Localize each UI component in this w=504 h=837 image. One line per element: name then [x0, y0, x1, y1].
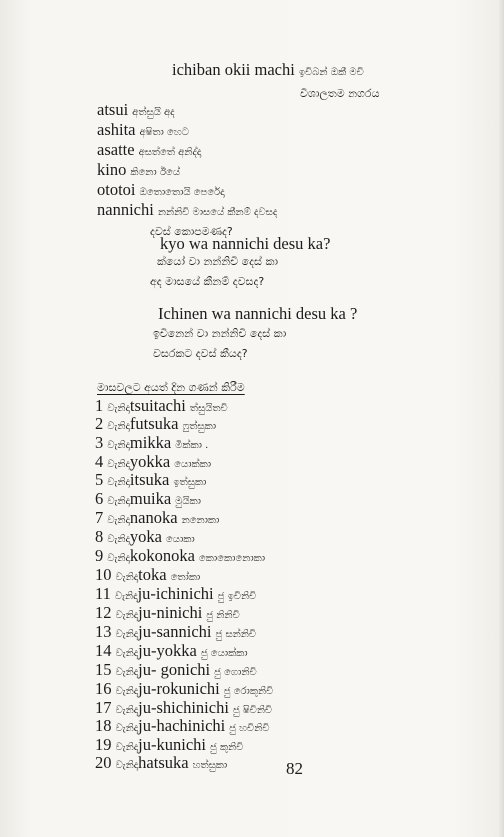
day-sinhala: මික්කා .: [175, 440, 209, 451]
page-number: 82: [286, 759, 303, 778]
day-suffix-sinhala: වැනිදා: [107, 440, 130, 451]
day-suffix-sinhala: වැනිදා: [107, 459, 130, 470]
day-number: 19: [95, 735, 112, 754]
day-number: 14: [95, 641, 112, 660]
day-number: 8: [95, 527, 104, 546]
day-suffix-sinhala: වැනිදා: [115, 572, 139, 583]
day-sinhala: ජු ඉචිනිචි: [217, 591, 257, 602]
page-edge-shadow: [498, 0, 504, 837]
day-japanese: ju-ninichi: [138, 603, 203, 622]
day-japanese: mikka: [129, 433, 172, 452]
list-item: [95, 681, 273, 698]
vocab-item: [97, 102, 175, 119]
day-japanese: tsuitachi: [129, 396, 186, 415]
day-suffix-sinhala: වැනිදා: [115, 610, 139, 621]
example-sinhala: වසරකට දවස් කීයද?: [153, 347, 248, 360]
vocab-item: [97, 202, 277, 219]
day-suffix-sinhala: වැනිදා: [115, 705, 139, 716]
day-number: 9: [95, 546, 104, 565]
list-item: [95, 510, 219, 527]
section-heading: [97, 378, 245, 395]
list-item: [95, 529, 195, 546]
subheading-line: [300, 84, 379, 101]
list-item: [95, 567, 200, 584]
vocab-item: [97, 142, 201, 159]
day-japanese: ju-shichinichi: [138, 698, 229, 717]
day-japanese: futsuka: [129, 414, 179, 433]
day-number: 5: [95, 470, 104, 489]
day-sinhala: ජු හචිනිචි: [229, 723, 270, 734]
day-japanese: kokonoka: [129, 546, 195, 565]
vocab-sinhala: අත්සුයි අද: [132, 107, 175, 118]
example-line: [158, 306, 357, 323]
list-item: [95, 472, 206, 489]
day-sinhala: ජු නිනිචි: [206, 610, 240, 621]
day-japanese: ju-kunichi: [138, 735, 206, 754]
list-item: [95, 586, 256, 603]
day-sinhala: ජු කුනිචි: [210, 742, 244, 753]
day-suffix-sinhala: වැනිදා: [107, 534, 130, 545]
day-suffix-sinhala: වැනිදා: [115, 723, 139, 734]
example-line: [157, 252, 278, 269]
day-number: 10: [95, 565, 112, 584]
list-item: [95, 435, 208, 452]
day-japanese: ju-yokka: [138, 641, 197, 660]
day-sinhala: ෆුත්සුකා: [182, 421, 216, 432]
day-number: 11: [95, 584, 111, 603]
day-number: 13: [95, 622, 112, 641]
subheading-sinhala: විශාලතම නගරය: [300, 87, 380, 100]
list-item: [95, 398, 228, 415]
day-suffix-sinhala: වැනිදා: [115, 686, 139, 697]
day-japanese: yokka: [129, 452, 171, 471]
section-heading-text: මාසවලට අයත් දින ගණන් කිරීම: [97, 381, 245, 394]
example-japanese: kyo wa nannichi desu ka?: [160, 234, 331, 253]
vocab-japanese: kino: [97, 160, 127, 179]
day-suffix-sinhala: වැනිදා: [115, 648, 139, 659]
day-suffix-sinhala: වැනිදා: [107, 421, 130, 432]
day-sinhala: ත්සුයිතචි: [189, 403, 228, 414]
list-item: [95, 605, 240, 622]
day-number: 4: [95, 452, 104, 471]
example-sinhala: දවස් කොපමණද?: [150, 225, 233, 238]
day-suffix-sinhala: වැනිදා: [115, 742, 139, 753]
day-sinhala: යොක්කා: [174, 459, 212, 470]
example-line: [153, 324, 286, 341]
day-japanese: toka: [138, 565, 167, 584]
day-japanese: ju-sannichi: [138, 622, 212, 641]
vocab-sinhala: අසත්තේ අනිද්දා: [138, 147, 202, 158]
heading-line: [172, 62, 364, 79]
day-sinhala: යොකා: [166, 534, 195, 545]
example-sinhala: අද මාසයේ කීනම් දවසද?: [150, 275, 265, 288]
day-japanese: nanoka: [129, 508, 178, 527]
day-sinhala: ජු ෂිචිනිචි: [232, 705, 273, 716]
day-sinhala: හත්සුකා: [192, 760, 228, 771]
day-suffix-sinhala: වැනිදා: [107, 403, 130, 414]
vocab-japanese: asatte: [97, 140, 135, 159]
day-number: 20: [95, 753, 112, 772]
day-sinhala: ජු ගොනිචි: [214, 667, 257, 678]
example-line: [160, 236, 330, 253]
list-item: [95, 416, 216, 433]
list-item: [95, 662, 257, 679]
day-sinhala: ඉත්සුකා: [173, 477, 207, 488]
day-japanese: ju-rokunichi: [138, 679, 220, 698]
vocab-japanese: nannichi: [97, 200, 154, 219]
day-number: 1: [95, 396, 104, 415]
day-japanese: hatsuka: [138, 753, 189, 772]
day-number: 18: [95, 716, 112, 735]
heading-sinhala: ඉචිබන් ඔකී මචි: [298, 67, 364, 78]
vocab-japanese: atsui: [97, 100, 129, 119]
day-sinhala: නනොකා: [181, 515, 220, 526]
list-item: [95, 755, 227, 772]
list-item: [95, 624, 256, 641]
day-number: 6: [95, 489, 104, 508]
vocab-japanese: ashita: [97, 120, 136, 139]
list-item: [95, 737, 243, 754]
vocab-sinhala: කිනො ඊයේ: [130, 167, 181, 178]
day-sinhala: මුයිකා: [175, 496, 201, 507]
day-japanese: yoka: [129, 527, 162, 546]
day-number: 7: [95, 508, 104, 527]
example-line: [153, 344, 248, 361]
vocab-item: [97, 122, 189, 139]
vocab-sinhala: අෂිතා හෙට: [139, 127, 189, 138]
day-suffix-sinhala: වැනිදා: [115, 667, 139, 678]
list-item: [95, 700, 272, 717]
day-number: 16: [95, 679, 112, 698]
day-sinhala: කොකොනොකා: [199, 553, 266, 564]
day-number: 17: [95, 698, 112, 717]
day-suffix-sinhala: වැනිදා: [107, 515, 130, 526]
list-item: [95, 548, 265, 565]
day-number: 15: [95, 660, 112, 679]
vocab-japanese: ototoi: [97, 180, 136, 199]
day-suffix-sinhala: වැනිදා: [107, 477, 130, 488]
day-sinhala: ජු සන්නිචි: [215, 629, 257, 640]
vocab-item: [97, 182, 225, 199]
list-item: [95, 454, 211, 471]
day-japanese: muika: [129, 489, 172, 508]
list-item: [95, 718, 270, 735]
day-japanese: ju-hachinichi: [138, 716, 226, 735]
day-number: 2: [95, 414, 104, 433]
list-item: [95, 643, 248, 660]
day-sinhala: ජු යොක්කා: [200, 648, 248, 659]
vocab-sinhala: ඔතොතොයි පෙරේදා: [139, 187, 225, 198]
example-sinhala: ක්යෝ වා නන්නිචි දෙස් කා: [157, 255, 279, 268]
day-suffix-sinhala: වැනිදා: [107, 553, 130, 564]
example-japanese: Ichinen wa nannichi desu ka ?: [158, 304, 358, 323]
list-item: [95, 491, 201, 508]
day-japanese: ju-ichinichi: [137, 584, 214, 603]
heading-japanese: ichiban okii machi: [172, 60, 295, 79]
example-sinhala: ඉචිනෙන් වා නන්නිචි දෙස් කා: [153, 327, 287, 340]
day-suffix-sinhala: වැනිදා: [115, 760, 139, 771]
day-suffix-sinhala: වැනිදා: [115, 629, 139, 640]
day-sinhala: තෝකා: [170, 572, 201, 583]
day-japanese: itsuka: [129, 470, 170, 489]
day-suffix-sinhala: වැනිදා: [107, 496, 130, 507]
day-sinhala: ජු රොකුනිචි: [223, 686, 274, 697]
day-suffix-sinhala: වැනිදා: [115, 591, 138, 602]
day-number: 3: [95, 433, 104, 452]
day-number: 12: [95, 603, 112, 622]
vocab-item: [97, 162, 180, 179]
vocab-sinhala: නන්නිචි මාසයේ කීනම් දවසද: [157, 207, 278, 218]
day-japanese: ju- gonichi: [138, 660, 211, 679]
example-line: [150, 272, 264, 289]
